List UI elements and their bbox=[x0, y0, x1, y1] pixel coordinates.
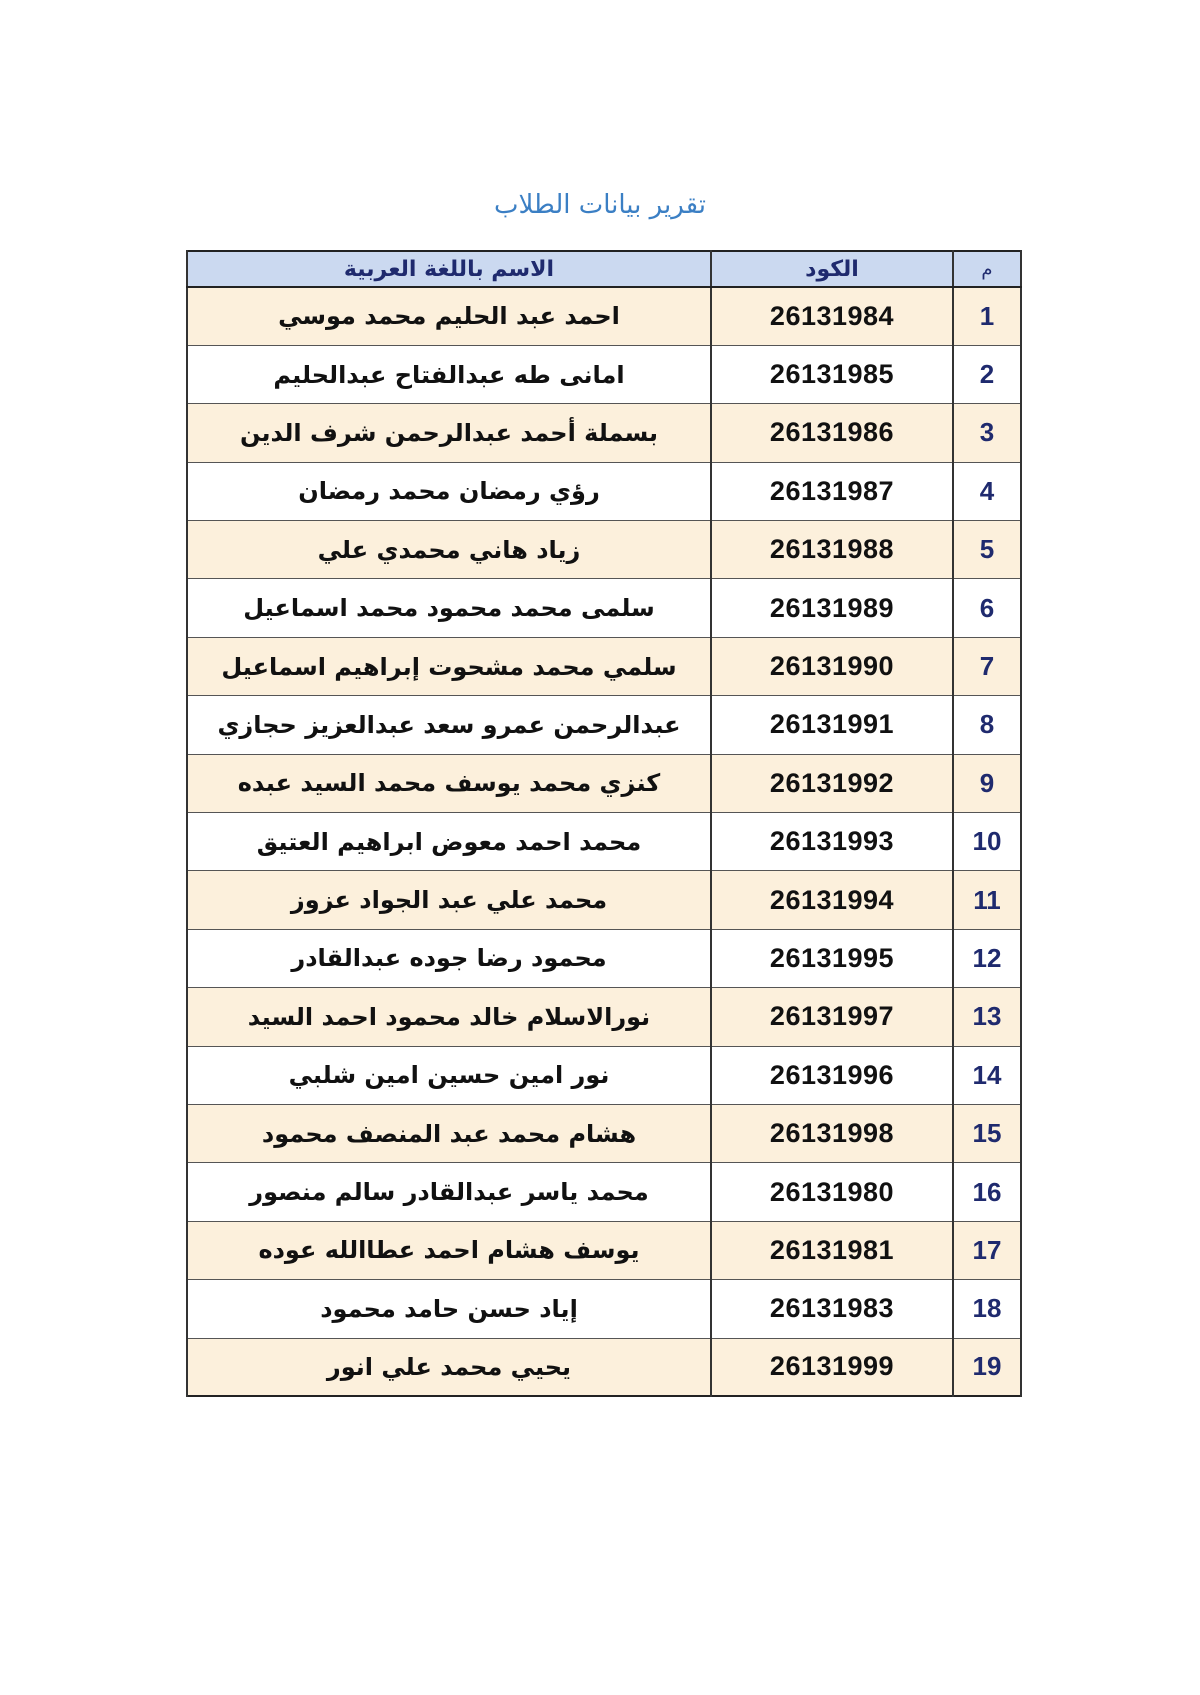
cell-code: 26131987 bbox=[711, 462, 953, 520]
cell-name: احمد عبد الحليم محمد موسي bbox=[187, 287, 711, 345]
cell-code: 26131994 bbox=[711, 871, 953, 929]
cell-code: 26131989 bbox=[711, 579, 953, 637]
table-row bbox=[187, 1046, 1021, 1104]
cell-index: 18 bbox=[953, 1280, 1021, 1338]
cell-code: 26131996 bbox=[711, 1046, 953, 1104]
cell-name: عبدالرحمن عمرو سعد عبدالعزيز حجازي bbox=[187, 696, 711, 754]
cell-code: 26131990 bbox=[711, 637, 953, 695]
table-row bbox=[187, 813, 1021, 871]
cell-code: 26131985 bbox=[711, 345, 953, 403]
cell-name: بسملة أحمد عبدالرحمن شرف الدين bbox=[187, 404, 711, 462]
cell-name: هشام محمد عبد المنصف محمود bbox=[187, 1104, 711, 1162]
table-row bbox=[187, 637, 1021, 695]
table-row bbox=[187, 1104, 1021, 1162]
table-body bbox=[187, 287, 1021, 1396]
cell-name: سلمى محمد محمود محمد اسماعيل bbox=[187, 579, 711, 637]
cell-code: 26131998 bbox=[711, 1104, 953, 1162]
table-row bbox=[187, 521, 1021, 579]
cell-index: 17 bbox=[953, 1221, 1021, 1279]
table-row bbox=[187, 1221, 1021, 1279]
students-table bbox=[186, 250, 1022, 1397]
cell-name: محمد علي عبد الجواد عزوز bbox=[187, 871, 711, 929]
cell-index: 1 bbox=[953, 287, 1021, 345]
cell-name: محمد ياسر عبدالقادر سالم منصور bbox=[187, 1163, 711, 1221]
table-row bbox=[187, 929, 1021, 987]
table-row bbox=[187, 579, 1021, 637]
cell-code: 26131980 bbox=[711, 1163, 953, 1221]
cell-index: 11 bbox=[953, 871, 1021, 929]
cell-index: 12 bbox=[953, 929, 1021, 987]
cell-name: نور امين حسين امين شلبي bbox=[187, 1046, 711, 1104]
cell-index: 14 bbox=[953, 1046, 1021, 1104]
cell-name: امانى طه عبدالفتاح عبدالحليم bbox=[187, 345, 711, 403]
cell-code: 26131981 bbox=[711, 1221, 953, 1279]
cell-code: 26131991 bbox=[711, 696, 953, 754]
table-row bbox=[187, 988, 1021, 1046]
cell-name: رؤي رمضان محمد رمضان bbox=[187, 462, 711, 520]
cell-name: محمد احمد معوض ابراهيم العتيق bbox=[187, 813, 711, 871]
header-code: الكود bbox=[711, 251, 953, 287]
cell-name: سلمي محمد مشحوت إبراهيم اسماعيل bbox=[187, 637, 711, 695]
cell-code: 26131984 bbox=[711, 287, 953, 345]
header-name: الاسم باللغة العربية bbox=[187, 251, 711, 287]
cell-code: 26131983 bbox=[711, 1280, 953, 1338]
table-row bbox=[187, 462, 1021, 520]
table-row bbox=[187, 871, 1021, 929]
table-row bbox=[187, 754, 1021, 812]
table-row bbox=[187, 1280, 1021, 1338]
cell-name: كنزي محمد يوسف محمد السيد عبده bbox=[187, 754, 711, 812]
cell-index: 7 bbox=[953, 637, 1021, 695]
cell-code: 26131992 bbox=[711, 754, 953, 812]
cell-name: نورالاسلام خالد محمود احمد السيد bbox=[187, 988, 711, 1046]
cell-name: زياد هاني محمدي علي bbox=[187, 521, 711, 579]
cell-name: محمود رضا جوده عبدالقادر bbox=[187, 929, 711, 987]
cell-index: 16 bbox=[953, 1163, 1021, 1221]
table-header-row bbox=[187, 251, 1021, 287]
table-row bbox=[187, 287, 1021, 345]
cell-name: يوسف هشام احمد عطاالله عوده bbox=[187, 1221, 711, 1279]
cell-index: 4 bbox=[953, 462, 1021, 520]
table-row bbox=[187, 345, 1021, 403]
cell-code: 26131993 bbox=[711, 813, 953, 871]
cell-index: 15 bbox=[953, 1104, 1021, 1162]
cell-index: 13 bbox=[953, 988, 1021, 1046]
cell-index: 10 bbox=[953, 813, 1021, 871]
cell-index: 2 bbox=[953, 345, 1021, 403]
cell-name: إياد حسن حامد محمود bbox=[187, 1280, 711, 1338]
cell-index: 9 bbox=[953, 754, 1021, 812]
cell-index: 3 bbox=[953, 404, 1021, 462]
cell-code: 26131999 bbox=[711, 1338, 953, 1396]
cell-name: يحيي محمد علي انور bbox=[187, 1338, 711, 1396]
cell-index: 8 bbox=[953, 696, 1021, 754]
cell-code: 26131988 bbox=[711, 521, 953, 579]
cell-index: 19 bbox=[953, 1338, 1021, 1396]
cell-code: 26131986 bbox=[711, 404, 953, 462]
cell-index: 5 bbox=[953, 521, 1021, 579]
cell-code: 26131995 bbox=[711, 929, 953, 987]
cell-index: 6 bbox=[953, 579, 1021, 637]
table-row bbox=[187, 696, 1021, 754]
header-index: م bbox=[953, 251, 1021, 287]
cell-code: 26131997 bbox=[711, 988, 953, 1046]
table-row bbox=[187, 1338, 1021, 1396]
table-row bbox=[187, 404, 1021, 462]
table-row bbox=[187, 1163, 1021, 1221]
page-title: تقرير بيانات الطلاب bbox=[494, 190, 706, 220]
